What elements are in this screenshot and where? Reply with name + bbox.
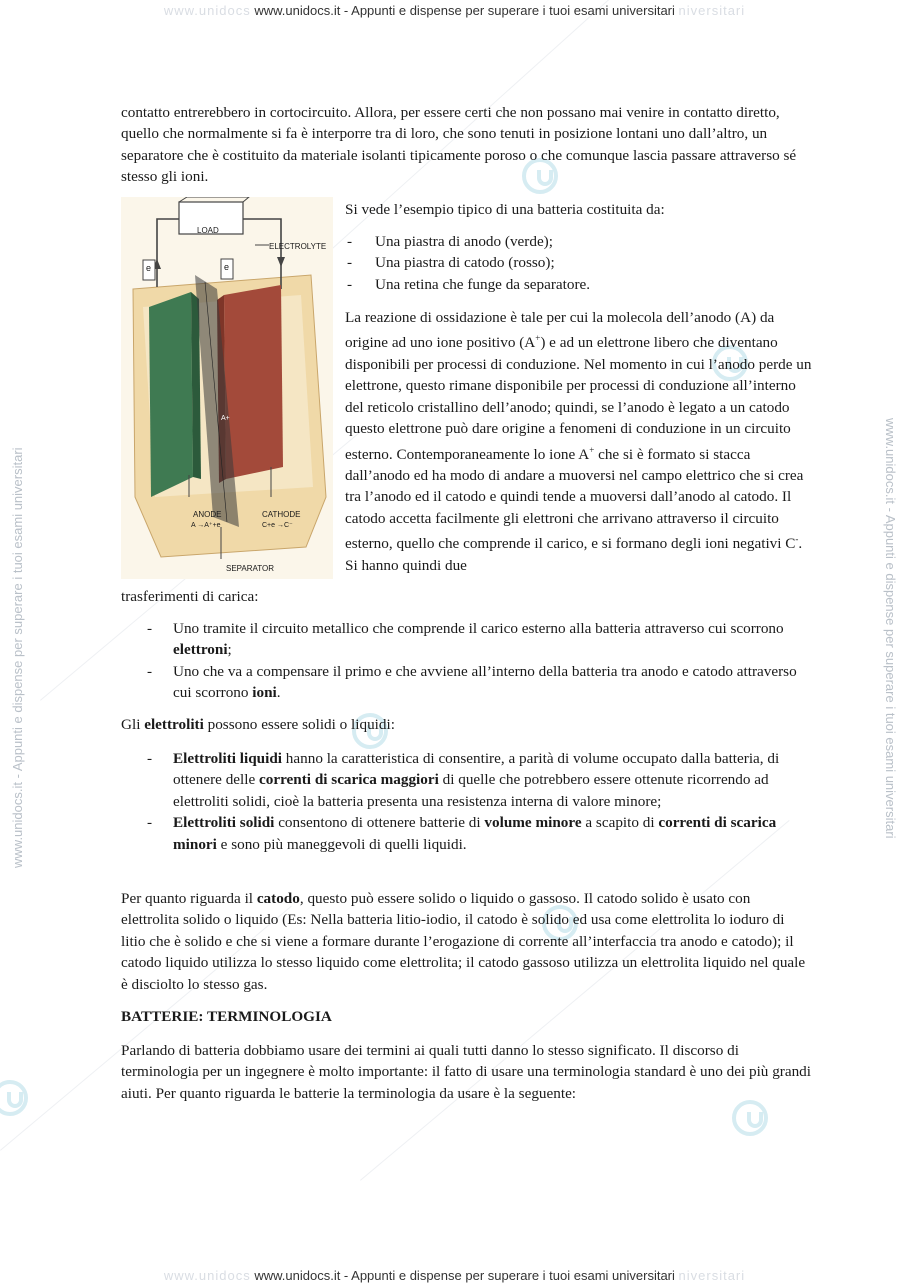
list-item: - Uno che va a compensare il primo e che avviene all’interno della batteria tra anodo e catodo attraverso cui scorrono ioni. [121, 661, 811, 704]
list-item: - Uno tramite il circuito metallico che comprende il carico esterno alla batteria attraverso cui scorrono elettroni; [121, 618, 811, 661]
page-header [0, 3, 909, 18]
header-source-link[interactable]: www.unidocs.it - Appunti e dispense per superare i tuoi esami universitari [254, 3, 675, 18]
separator-label: SEPARATOR [226, 564, 275, 573]
battery-diagram [121, 197, 333, 579]
electrolyte-label: ELECTROLYTE [269, 242, 327, 251]
electron-label-left: e [146, 263, 152, 273]
side-watermark-right: www.unidocs.it - Appunti e dispense per superare i tuoi esami universitari [883, 418, 898, 839]
footer-ghost-right: niversitari [678, 1268, 746, 1283]
electron-label-right: e [224, 262, 230, 272]
cathode-paragraph: Per quanto riguarda il catodo, questo può essere solido o liquido o gassoso. Il catodo solido è usato con elettrolita solido o liquido (Es: Nella batteria litio-iodio, il catodo è solido ed usa come elettrolita lo ioduro di litio che è solido e che si viene a formare durante l’erogazione di corrente all’interfaccia tra anodo e catodo); il catodo liquido utilizza lo stesso liquido come elettrolita; il catodo gassoso utilizza un elettrolita liquido nel quale è disciolto lo stesso gas. [121, 890, 806, 993]
electrolytes-intro: Gli elettroliti possono essere solidi o liquidi: [121, 716, 395, 733]
anode-label: ANODE [193, 510, 222, 519]
component-list [345, 231, 811, 295]
watermark-logo-icon [732, 1100, 768, 1136]
cathode-label: CATHODE [262, 510, 301, 519]
footer-ghost-left: www.unidocs [163, 1268, 251, 1283]
footer-source-link[interactable]: www.unidocs.it - Appunti e dispense per superare i tuoi esami universitari [254, 1268, 675, 1283]
ion-label: A+ [221, 415, 230, 422]
terminology-paragraph: Parlando di batteria dobbiamo usare dei termini ai quali tutti danno lo stesso significato. Il discorso di terminologia per un ingegnere è molto importante: il fatto di usare una terminologia standard è uno dei più grandi aiuti. Per quanto riguarda le batterie la terminologia da usare è la seguente: [121, 1042, 811, 1102]
list-item: - Elettroliti liquidi hanno la caratteristica di consentire, a parità di volume occupato dalla batteria, di ottenere delle correnti di scarica maggiori di quelle che potrebbero essere ottenute ricorrendo ad elettroliti solidi, cioè la batteria presenta una resistenza interna di valore minore; [121, 748, 811, 812]
anode-equation: A →A⁺+e [191, 522, 221, 529]
intro-paragraph: contatto entrerebbero in cortocircuito. Allora, per essere certi che non possano mai venire in contatto diretto, quello che normalmente si fa è interporre tra di loro, che sono tenuti in posizione lontani uno dall’altro, un separatore che è costituito da materiale isolanti tipicamente poroso o che comunque lascia passare attraverso sé stesso gli ioni. [121, 104, 797, 186]
page-footer [0, 1268, 909, 1283]
watermark-logo-icon [0, 1080, 28, 1116]
list-item: - Elettroliti solidi consentono di ottenere batterie di volume minore a scapito di correnti di scarica minori e sono più maneggevoli di quelli liquidi. [121, 812, 811, 855]
list-item: - Una retina che funge da separatore. [345, 274, 811, 295]
reaction-paragraph: La reazione di ossidazione è tale per cui la molecola dell’anodo (A) da origine ad uno ione positivo (A+) e ad un elettrone libero che diventano disponibili per processi di conduzione. Nel momento in cui l’anodo perde un elettrone, questo rimane disponibile per processi di conduzione all’interno del reticolo cristallino dell’anodo; quindi, se l’anodo è legato a un catodo questo elettrone può dare origine a fenomeni di conduzione in un circuito esterno. Contemporaneamente lo ione A+ che si è formato si stacca dall’anodo ed ha modo di andare a muoversi nel campo elettrico che si crea tra l’anodo ed il catodo e quindi tende a muoversi dall’anodo al catodo. Il catodo accetta facilmente gli elettroni che arrivano attraverso il circuito esterno, quello che comprende il carico, e si formano degli ioni negativi C-. Si hanno quindi due [345, 309, 812, 574]
transfer-list [121, 618, 811, 704]
header-ghost-left: www.unidocs [163, 3, 251, 18]
side-watermark-left: www.unidocs.it - Appunti e dispense per superare i tuoi esami universitari [10, 447, 25, 868]
header-ghost-right: niversitari [678, 3, 746, 18]
watermark-line [360, 820, 790, 1181]
cathode-equation: C+e →C⁻ [262, 522, 293, 529]
load-label: LOAD [197, 226, 219, 235]
electrolyte-types-list [121, 748, 811, 855]
reaction-paragraph-end: trasferimenti di carica: [121, 588, 259, 605]
battery-intro: Si vede l’esempio tipico di una batteria costituita da: [345, 201, 665, 218]
section-heading: BATTERIE: TERMINOLOGIA [121, 1008, 332, 1025]
list-item: - Una piastra di catodo (rosso); [345, 252, 811, 273]
list-item: - Una piastra di anodo (verde); [345, 231, 811, 252]
